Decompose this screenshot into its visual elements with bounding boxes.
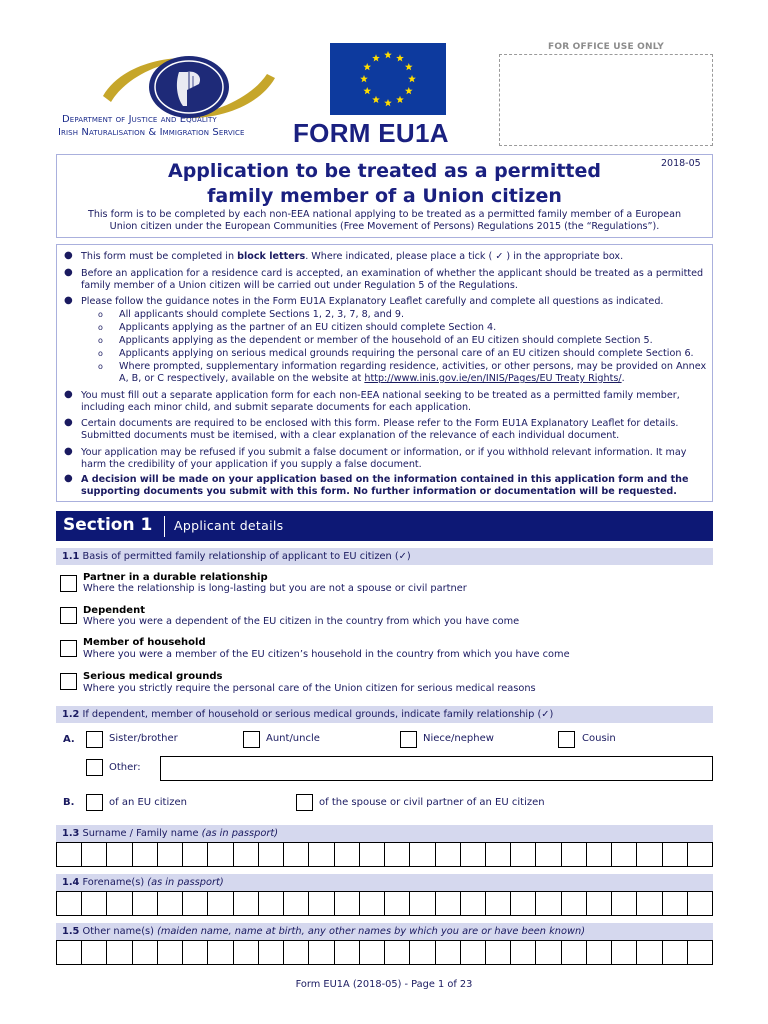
character-cell[interactable] (587, 892, 612, 915)
character-cell[interactable] (158, 892, 183, 915)
eu-flag-icon (330, 43, 446, 115)
department-name: Department of Justice and Equality (62, 114, 217, 125)
character-cell[interactable] (309, 941, 334, 964)
office-use-label: FOR OFFICE USE ONLY (548, 42, 664, 52)
character-cell[interactable] (637, 941, 662, 964)
character-cell[interactable] (461, 843, 486, 866)
option-label: of the spouse or civil partner of an EU citizen (319, 797, 545, 808)
character-cell[interactable] (259, 941, 284, 964)
section-title: Applicant details (174, 518, 284, 533)
character-cell[interactable] (536, 843, 561, 866)
character-cell[interactable] (360, 892, 385, 915)
other-label: Other: (109, 762, 141, 773)
character-cell[interactable] (158, 843, 183, 866)
checkbox-sister-brother[interactable] (86, 731, 103, 748)
character-cell[interactable] (234, 941, 259, 964)
character-cell[interactable] (107, 892, 132, 915)
character-cell[interactable] (183, 843, 208, 866)
character-cell[interactable] (208, 843, 233, 866)
character-cell[interactable] (82, 892, 107, 915)
office-use-box (499, 54, 713, 146)
character-cell[interactable] (208, 892, 233, 915)
character-cell[interactable] (82, 941, 107, 964)
character-cell[interactable] (612, 843, 637, 866)
character-cell[interactable] (284, 892, 309, 915)
character-cell[interactable] (335, 892, 360, 915)
checkbox-niece-nephew[interactable] (400, 731, 417, 748)
other-relationship-field[interactable] (160, 756, 713, 781)
character-cell[interactable] (663, 941, 688, 964)
character-cell[interactable] (309, 843, 334, 866)
relationship-label: Niece/nephew (423, 733, 494, 744)
option-label: of an EU citizen (109, 797, 187, 808)
character-cell[interactable] (107, 843, 132, 866)
title-line-1: Application to be treated as a permitted (167, 160, 601, 182)
character-cell[interactable] (57, 892, 82, 915)
eu-treaty-rights-link[interactable]: http://www.inis.gov.ie/en/INIS/Pages/EU Treaty Rights/ (364, 373, 622, 384)
character-cell[interactable] (587, 941, 612, 964)
title-line-2: family member of a Union citizen (207, 185, 562, 207)
character-cell[interactable] (410, 941, 435, 964)
character-cell[interactable] (562, 941, 587, 964)
character-cell[interactable] (309, 892, 334, 915)
character-cell[interactable] (360, 941, 385, 964)
surname-grid[interactable] (56, 842, 713, 867)
character-cell[interactable] (511, 892, 536, 915)
checkbox-other[interactable] (86, 759, 103, 776)
character-cell[interactable] (436, 843, 461, 866)
character-cell[interactable] (183, 941, 208, 964)
intro-text (62, 209, 707, 233)
character-cell[interactable] (82, 843, 107, 866)
character-cell[interactable] (335, 941, 360, 964)
character-cell[interactable] (410, 843, 435, 866)
character-cell[interactable] (511, 843, 536, 866)
bullet-icon: ● (64, 295, 73, 306)
option-description: Where the relationship is long-lasting but you are not a spouse or civil partner (83, 583, 467, 594)
character-cell[interactable] (486, 941, 511, 964)
option-title: Serious medical grounds (83, 671, 223, 682)
character-cell[interactable] (486, 892, 511, 915)
section-divider (164, 516, 165, 537)
checkbox-cousin[interactable] (558, 731, 575, 748)
relationship-label: Aunt/uncle (266, 733, 320, 744)
character-cell[interactable] (107, 941, 132, 964)
department-logo (99, 50, 279, 124)
character-cell[interactable] (259, 892, 284, 915)
application-title (56, 159, 713, 209)
intro-line-2: Union citizen under the European Communities (Free Movement of Persons) Regulations 2015 (the “Regulations”). (109, 221, 660, 232)
character-cell[interactable] (461, 941, 486, 964)
option-title: Member of household (83, 637, 206, 648)
circle-bullet-icon: o (98, 310, 103, 319)
bullet-icon: ● (64, 446, 73, 457)
character-cell[interactable] (637, 843, 662, 866)
circle-bullet-icon: o (98, 336, 103, 345)
character-cell[interactable] (183, 892, 208, 915)
character-cell[interactable] (663, 843, 688, 866)
bullet-icon: ● (64, 417, 73, 428)
character-cell[interactable] (688, 892, 712, 915)
checkbox-member-of-household[interactable] (60, 640, 77, 657)
circle-bullet-icon: o (98, 362, 103, 371)
other-names-grid[interactable] (56, 940, 713, 965)
page-footer: Form EU1A (2018-05) - Page 1 of 23 (295, 979, 473, 990)
character-cell[interactable] (562, 843, 587, 866)
character-cell[interactable] (688, 941, 712, 964)
character-cell[interactable] (637, 892, 662, 915)
character-cell[interactable] (436, 892, 461, 915)
character-cell[interactable] (612, 892, 637, 915)
form-version: 2018-05 (661, 158, 701, 169)
bullet-icon: ● (64, 389, 73, 400)
question-1-3: 1.3 Surname / Family name (as in passport) (56, 825, 713, 842)
question-1-1: 1.1 Basis of permitted family relationship of applicant to EU citizen (✓) (56, 548, 713, 565)
character-cell[interactable] (208, 941, 233, 964)
checkbox-medical-grounds[interactable] (60, 673, 77, 690)
character-cell[interactable] (57, 941, 82, 964)
option-description: Where you were a member of the EU citizen’s household in the country from which you have come (83, 649, 570, 660)
checkbox-of-spouse-of-eu-citizen[interactable] (296, 794, 313, 811)
character-cell[interactable] (612, 941, 637, 964)
circle-bullet-icon: o (98, 349, 103, 358)
character-cell[interactable] (688, 843, 712, 866)
character-cell[interactable] (133, 941, 158, 964)
forename-grid[interactable] (56, 891, 713, 916)
option-description: Where you were a dependent of the EU citizen in the country from which you have come (83, 616, 520, 627)
character-cell[interactable] (158, 941, 183, 964)
character-cell[interactable] (234, 843, 259, 866)
option-title: Partner in a durable relationship (83, 572, 268, 583)
character-cell[interactable] (511, 941, 536, 964)
character-cell[interactable] (385, 843, 410, 866)
character-cell[interactable] (133, 892, 158, 915)
checkbox-aunt-uncle[interactable] (243, 731, 260, 748)
character-cell[interactable] (335, 843, 360, 866)
relationship-label: Sister/brother (109, 733, 178, 744)
character-cell[interactable] (562, 892, 587, 915)
character-cell[interactable] (536, 941, 561, 964)
part-b-label: B. (63, 797, 75, 808)
question-1-5: 1.5 Other name(s) (maiden name, name at birth, any other names by which you are or have been known) (56, 923, 713, 940)
character-cell[interactable] (284, 843, 309, 866)
character-cell[interactable] (284, 941, 309, 964)
bullet-icon: ● (64, 250, 73, 261)
character-cell[interactable] (57, 843, 82, 866)
character-cell[interactable] (133, 843, 158, 866)
character-cell[interactable] (461, 892, 486, 915)
question-1-2: 1.2 If dependent, member of household or serious medical grounds, indicate family relationship (✓) (56, 706, 713, 723)
character-cell[interactable] (663, 892, 688, 915)
character-cell[interactable] (360, 843, 385, 866)
option-description: Where you strictly require the personal care of the Union citizen for serious medical reasons (83, 683, 536, 694)
section-number: Section 1 (63, 515, 153, 535)
bullet-icon: ● (64, 473, 73, 484)
checkbox-dependent[interactable] (60, 607, 77, 624)
question-1-4: 1.4 Forename(s) (as in passport) (56, 874, 713, 891)
checkbox-of-eu-citizen[interactable] (86, 794, 103, 811)
character-cell[interactable] (410, 892, 435, 915)
character-cell[interactable] (234, 892, 259, 915)
relationship-label: Cousin (582, 733, 616, 744)
character-cell[interactable] (259, 843, 284, 866)
form-title: FORM EU1A (293, 118, 449, 148)
checkbox-partner[interactable] (60, 575, 77, 592)
intro-line-1: This form is to be completed by each non-EEA national applying to be treated as a permitted family member of a European (87, 209, 682, 220)
character-cell[interactable] (486, 843, 511, 866)
character-cell[interactable] (436, 941, 461, 964)
option-title: Dependent (83, 605, 145, 616)
character-cell[interactable] (536, 892, 561, 915)
section-header-bar (56, 511, 713, 541)
bullet-icon: ● (64, 267, 73, 278)
circle-bullet-icon: o (98, 323, 103, 332)
service-name: Irish Naturalisation & Immigration Service (58, 127, 245, 138)
part-a-label: A. (63, 734, 75, 745)
character-cell[interactable] (587, 843, 612, 866)
character-cell[interactable] (385, 941, 410, 964)
character-cell[interactable] (385, 892, 410, 915)
